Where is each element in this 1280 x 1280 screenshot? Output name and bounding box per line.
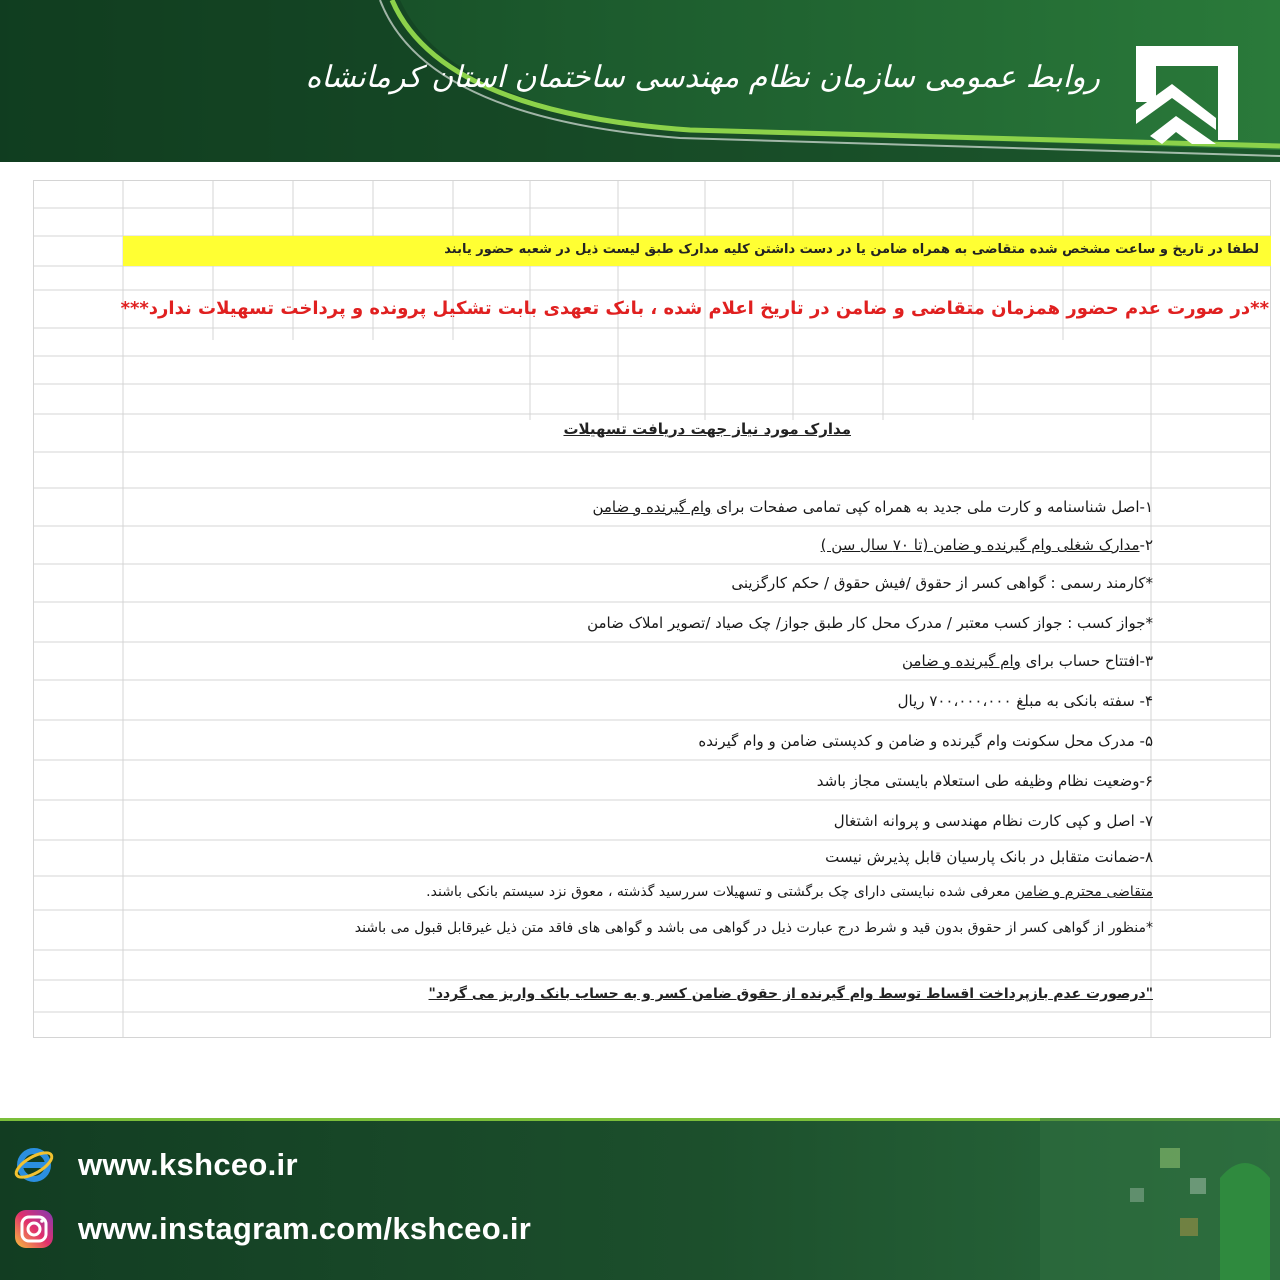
footer-banner [0, 1118, 1280, 1280]
list-item [592, 498, 1153, 516]
list-item-text: ۴- سفته بانکی به مبلغ ۷۰۰،۰۰۰،۰۰۰ ریال [897, 692, 1153, 710]
list-item [834, 812, 1153, 830]
website-link[interactable]: www.kshceo.ir [78, 1147, 298, 1182]
footer-decoration [1040, 1118, 1280, 1280]
warning-text: **در صورت عدم حضور همزمان متقاضی و ضامن در تاریخ اعلام شده ، بانک تعهدی بابت تشکیل پرونده و پرداخت تسهیلات ندارد*** [120, 298, 1269, 319]
note-repayment: "درصورت عدم بازپرداخت اقساط توسط وام گیرنده از حقوق ضامن کسر و به حساب بانک واریز می گردد" [428, 986, 1153, 1002]
list-item [825, 848, 1153, 866]
list-item [821, 536, 1153, 554]
internet-explorer-icon [12, 1143, 56, 1187]
list-item-text: ۳-افتتاح حساب برای [1020, 652, 1153, 670]
footer-instagram-row [12, 1204, 531, 1254]
note-text: معرفی شده نبایستی دارای چک برگشتی و تسهیلات سررسید گذشته ، معوق نزد سیستم بانکی باشند. [426, 884, 1015, 900]
documents-heading: مدارک مورد نیاز جهت دریافت تسهیلات [563, 420, 851, 438]
list-item-text: *کارمند رسمی : گواهی کسر از حقوق /فیش حقوق / حکم کارگزینی [731, 574, 1153, 592]
list-item-text: *جواز کسب : جواز کسب معتبر / مدرک محل کار طبق جواز/ چک صیاد /تصویر املاک ضامن [587, 614, 1153, 632]
logo-icon [1132, 40, 1242, 152]
list-item [817, 772, 1153, 790]
intro-text: لطفا در تاریخ و ساعت مشخص شده متقاضی به همراه ضامن یا در دست داشتن کلیه مدارک طبق لیست ذیل در شعبه حضور یابند [444, 242, 1259, 257]
list-item-text: ۵- مدرک محل سکونت وام گیرنده و ضامن و کدپستی ضامن و وام گیرنده [698, 732, 1153, 750]
instagram-link[interactable]: www.instagram.com/kshceo.ir [78, 1211, 532, 1246]
note-guarantor-conditions [426, 884, 1153, 900]
list-item-underlined: وام گیرنده و ضامن [902, 652, 1021, 670]
note-underlined: متقاضی محترم و ضامن [1014, 884, 1153, 900]
list-item-text: ۷- اصل و کپی کارت نظام مهندسی و پروانه اشتغال [833, 812, 1153, 830]
spreadsheet-document [33, 180, 1271, 1038]
list-item [731, 574, 1153, 592]
footer-website-row [12, 1140, 298, 1190]
list-item-text: ۸-ضمانت متقابل در بانک پارسیان قابل پذیرش نیست [825, 848, 1153, 866]
list-item [698, 732, 1153, 750]
list-item-underlined: وام گیرنده و ضامن [592, 498, 712, 516]
list-item-underlined: مدارک شغلی وام گیرنده و ضامن (تا ۷۰ سال سن ) [820, 536, 1140, 554]
note-salary-deduction: *منظور از گواهی کسر از حقوق بدون قید و شرط درج عبارت ذیل در گواهی می باشد و گواهی های فاقد متن ذیل غیرقابل قبول می باشند [354, 920, 1153, 936]
list-item-text: ۱-اصل شناسنامه و کارت ملی جدید به همراه کپی تمامی صفحات برای [711, 498, 1153, 516]
list-item-text: ۶-وضعیت نظام وظیفه طی استعلام بایستی مجاز باشد [816, 772, 1153, 790]
list-item-text: ۲- [1139, 536, 1153, 554]
list-item [898, 692, 1153, 710]
header-banner [0, 0, 1280, 162]
list-item [902, 652, 1153, 670]
header-title: روابط عمومی سازمان نظام مهندسی ساختمان استان کرمانشاه [305, 60, 1100, 95]
list-item [587, 614, 1153, 632]
instagram-icon [12, 1207, 56, 1251]
